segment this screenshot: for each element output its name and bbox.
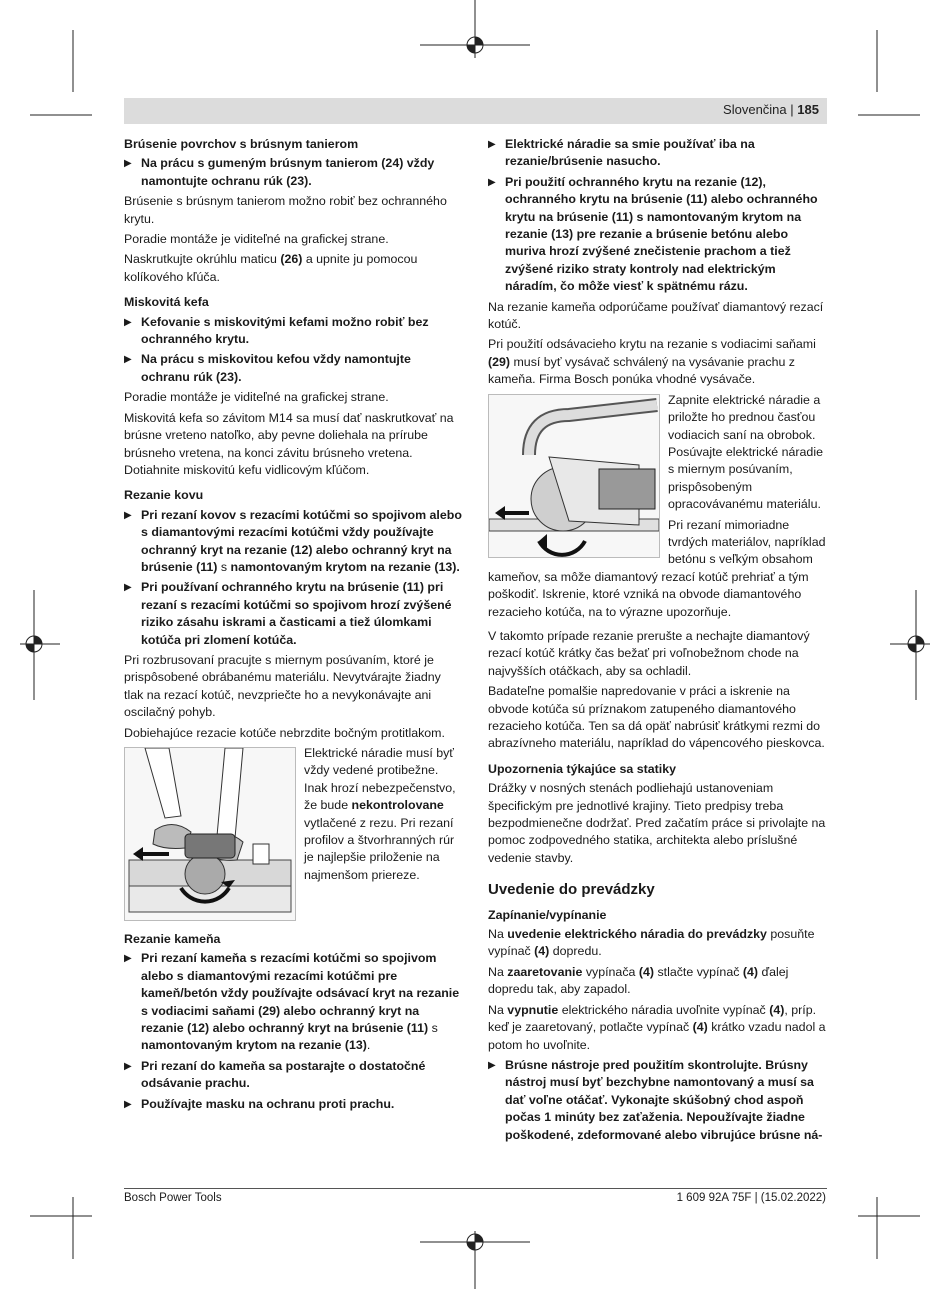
page-header xyxy=(124,98,827,124)
footer-brand: Bosch Power Tools xyxy=(124,1192,222,1204)
heading-kamen: Rezanie kameňa xyxy=(124,932,221,946)
paragraph: Na uvedenie elektrického náradia do prevádzky posuňte vypínač (4) dopredu. xyxy=(488,927,815,959)
heading-zapinanie: Zapínanie/vypínanie xyxy=(488,907,607,922)
header-text xyxy=(723,102,819,117)
paragraph: Pri použití odsávacieho krytu na rezanie s vodiacimi saňami (29) musí byť vysávač schválený na vysávanie prachu z kameňa. Firma Bosch ponúka vhodné vysávače. xyxy=(488,337,816,387)
paragraph: Na rezanie kameňa odporúčame používať diamantový rezací kotúč. xyxy=(488,299,824,332)
metal-cutting-illustration xyxy=(124,747,296,921)
left-column xyxy=(124,136,462,1116)
paragraph: Dobiehajúce rezacie kotúče nebrzdite bočným protitlakom. xyxy=(124,725,445,740)
header-separator: | xyxy=(790,102,794,117)
paragraph: Poradie montáže je viditeľné na grafickej strane. xyxy=(124,232,389,247)
bullet-kamen-3: ▶ Používajte masku na ochranu proti prachu. xyxy=(124,1096,462,1113)
header-language: Slovenčina xyxy=(723,102,787,117)
bullet-kamen-2: ▶ Pri rezaní do kameňa sa postarajte o dostatočné odsávanie prachu. xyxy=(124,1058,462,1093)
page-number: 185 xyxy=(797,102,819,117)
paragraph: Naskrutkujte okrúhlu maticu (26) a upnite ju pomocou kolíkového kľúča. xyxy=(124,252,418,284)
heading-statika: Upozornenia týkajúce sa statiky xyxy=(488,761,676,776)
bullet-kamen-1: ▶ Pri rezaní kameňa s rezacími kotúčmi so spojivom alebo s diamantovými rezacími kotúčmi pre kameň/betón vždy používajte odsávací kryt na rezanie s vodiacimi saňami (29) alebo ochranný kryt na rezanie (12) alebo ochranný kryt na brúsenie (11) s namontovaným krytom na rezanie (13). xyxy=(124,950,462,1054)
bullet-right-1: ▶ Elektrické náradie sa smie používať iba na rezanie/brúsenie nasucho. xyxy=(488,136,826,171)
bullet-kefa-2: ▶ Na prácu s miskovitou kefou vždy namontujte ochranu rúk (23). xyxy=(124,351,462,386)
figure-caption-metal: Elektrické náradie musí byť vždy vedené protibežne. Inak hrozí nebezpečenstvo, že bude nekontrolovane vytlačené z rezu. Pri rezaní profilov a štvorhranných rúr je najlepšie priloženie na najmenšom priereze. xyxy=(304,746,456,882)
paragraph: Miskovitá kefa so závitom M14 sa musí dať naskrutkovať na brúsne vreteno natoľko, aby pevne doliehala na prírube brúsneho vretena, na konci závitu brúsneho vretena. Dotiahnite miskovitú kefu vidlicovým kľúčom. xyxy=(124,410,454,477)
figure-caption-stone-1: Zapnite elektrické náradie a priložte ho prednou časťou vodiacich saní na obrobok. Posúvajte elektrické náradie s miernym posúvaním, prispôsobeným opracovávanému materiálu. xyxy=(668,392,823,512)
paragraph: V takomto prípade rezanie prerušte a nechajte diamantový rezací kotúč krátky čas bežať pri voľnobežnom chode na najvyšších otáčkach, aby sa ochladil. xyxy=(488,628,810,678)
right-column xyxy=(488,136,826,1147)
paragraph: Badateľne pomalšie napredovanie v práci a iskrenie na obvode kotúča sú príznakom zatupeného diamantového rezacieho kotúča. Ten sa dá opäť nabrúsiť krátkymi rezmi do abrazívneho materiálu, napríklad do vápencového pieskovca. xyxy=(488,684,825,751)
figure-block-metal xyxy=(124,745,462,923)
bullet-right-2: ▶ Pri použití ochranného krytu na rezanie (12), ochranného krytu na brúsenie (11) alebo ochranného krytu na brúsenie (11) s namontovaným krytom na rezanie (13) pre rezanie a brúsenie betónu alebo muriva hrozí zvýšené znečistenie prachom a tiež zvýšené riziko straty kontroly nad elektrickým náradím, čo môže viesť k spätnému rázu. xyxy=(488,174,826,296)
heading-kefa: Miskovitá kefa xyxy=(124,295,209,310)
footer-doc-number: 1 609 92A 75F | (15.02.2022) xyxy=(676,1192,826,1204)
paragraph: Na vypnutie elektrického náradia uvoľnite vypínač (4), príp. keď je zaaretovaný, potlačte vypínač (4) krátko vzadu nadol a potom ho uvoľnite. xyxy=(488,1002,826,1052)
bullet-brusenie: ▶ Na prácu s gumeným brúsnym tanierom (24) vždy namontujte ochranu rúk (23). xyxy=(124,155,462,190)
heading-brusenie: Brúsenie povrchov s brúsnym tanierom xyxy=(124,137,359,151)
footer-divider xyxy=(124,1188,827,1189)
heading-uvedenie: Uvedenie do prevádzky xyxy=(488,881,655,899)
paragraph: Pri rozbrusovaní pracujte s miernym posúvaním, ktoré je prispôsobené obrábanému materiálu. Nevytvárajte žiadny tlak na rezací kotúč, nevzpriečte ho a nevykonávajte ani oscilačný pohyb. xyxy=(124,652,441,720)
stone-cutting-illustration xyxy=(488,394,660,558)
figure-caption-stone-2: Pri rezaní mimoriadne tvrdých materiálov, napríklad betónu s veľkým obsahom kameňov, sa môže diamantový rezací kotúč prehriať a tým poškodiť. Iskrenie, ktoré vzniká na obvode diamantového rezacieho kotúča, na to výrazne upozorňuje. xyxy=(488,517,826,619)
bullet-zapinanie: ▶ Brúsne nástroje pred použitím skontrolujte. Brúsny nástroj musí byť bezchybne namontovaný a musí sa dať voľne otáčať. Vykonajte skúšobný chod aspoň počas 1 minúty bez zaťaženia. Nepoužívajte žiadne poškodené, zdeformované alebo vibrujúce brúsne ná- xyxy=(488,1057,826,1144)
bullet-kov-2: ▶ Pri používaní ochranného krytu na brúsenie (11) pri rezaní s rezacími kotúčmi so spojivom hrozí zvýšené riziko zásahu iskrami a časticami a tiež úlomkami kotúča pri zlomení kotúča. xyxy=(124,579,462,649)
bullet-kov-1: ▶ Pri rezaní kovov s rezacími kotúčmi so spojivom alebo s diamantovými rezacími kotúčmi vždy používajte ochranný kryt na rezanie (12) alebo ochranný kryt na brúsenie (11) s namontovaným krytom na rezanie (13). xyxy=(124,507,462,577)
paragraph: Drážky v nosných stenách podliehajú ustanoveniam špecifickým pre jednotlivé krajiny. Tieto predpisy treba bezpodmienečne dodržať. Pred začatím práce si privolajte na pomoc zodpovedného statika, architekta alebo príslušné vedenie stavby. xyxy=(488,781,826,865)
figure-block-stone xyxy=(488,392,826,624)
heading-kov: Rezanie kovu xyxy=(124,488,204,503)
paragraph: Na zaaretovanie vypínača (4) stlačte vypínač (4) ďalej dopredu tak, aby zapadol. xyxy=(488,964,789,997)
paragraph: Brúsenie s brúsnym tanierom možno robiť bez ochranného krytu. xyxy=(124,194,447,226)
bullet-kefa-1: ▶ Kefovanie s miskovitými kefami možno robiť bez ochranného krytu. xyxy=(124,314,462,349)
paragraph: Poradie montáže je viditeľné na grafickej strane. xyxy=(124,390,389,405)
